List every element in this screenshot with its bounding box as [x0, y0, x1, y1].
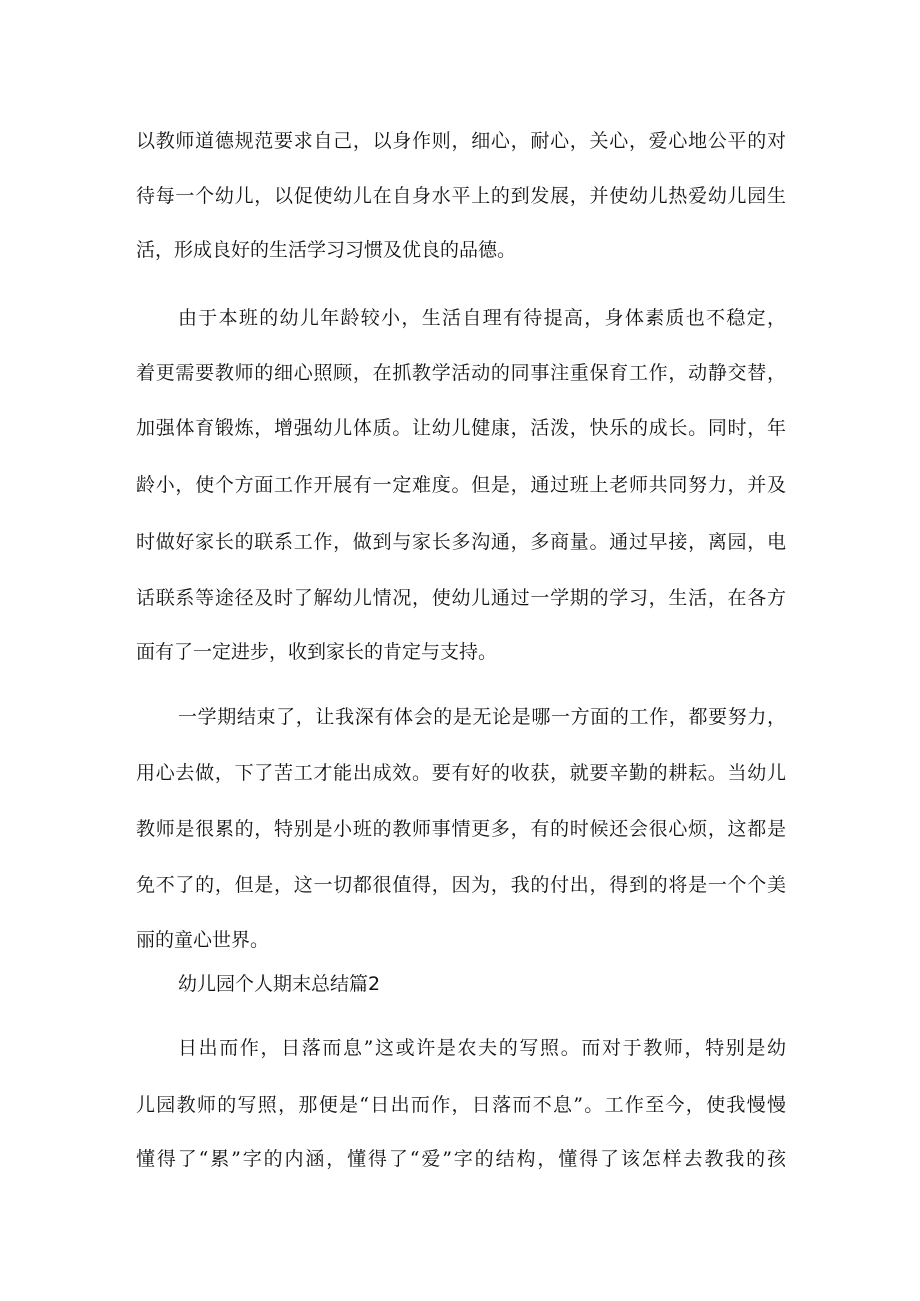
section-heading: 幼儿园个人期末总结篇2: [178, 973, 381, 995]
paragraph-2-line-2: 着更需要教师的细心照顾，在抓教学活动的同事注重保育工作，动静交替，: [136, 362, 786, 384]
paragraph-3-line-1: 一学期结束了，让我深有体会的是无论是哪一方面的工作，都要努力，: [178, 706, 786, 728]
paragraph-4-line-2: 儿园教师的写照，那便是“日出而作，日落而不息”。工作至今，使我慢慢: [136, 1094, 786, 1116]
paragraph-3-line-3: 教师是很累的，特别是小班的教师事情更多，有的时候还会很心烦，这都是: [136, 818, 786, 840]
paragraph-4-line-1: 日出而作，日落而息”这或许是农夫的写照。而对于教师，特别是幼: [178, 1037, 786, 1059]
paragraph-4-line-3: 懂得了“累”字的内涵，懂得了“爱”字的结构，懂得了该怎样去教我的孩: [136, 1148, 786, 1170]
paragraph-2-line-6: 话联系等途径及时了解幼儿情况，使幼儿通过一学期的学习，生活，在各方: [136, 587, 786, 609]
paragraph-1-line-3: 活，形成良好的生活学习习惯及优良的品德。: [136, 239, 517, 261]
paragraph-2-line-7: 面有了一定进步，收到家长的肯定与支持。: [136, 641, 498, 663]
paragraph-2-line-1: 由于本班的幼儿年龄较小，生活自理有待提高，身体素质也不稳定，: [178, 307, 786, 329]
paragraph-3-line-2: 用心去做，下了苦工才能出成效。要有好的收获，就要辛勤的耕耘。当幼儿: [136, 762, 786, 784]
paragraph-1-line-2: 待每一个幼儿，以促使幼儿在自身水平上的到发展，并使幼儿热爱幼儿园生: [136, 185, 786, 207]
paragraph-2-line-5: 时做好家长的联系工作，做到与家长多沟通，多商量。通过早接，离园，电: [136, 531, 786, 553]
paragraph-2-line-3: 加强体育锻炼，增强幼儿体质。让幼儿健康，活泼，快乐的成长。同时，年: [136, 417, 786, 439]
paragraph-1-line-1: 以教师道德规范要求自己，以身作则，细心，耐心，关心，爱心地公平的对: [136, 130, 786, 152]
paragraph-3-line-4: 免不了的，但是，这一切都很值得，因为，我的付出，得到的将是一个个美: [136, 874, 786, 896]
paragraph-2-line-4: 龄小，使个方面工作开展有一定难度。但是，通过班上老师共同努力，并及: [136, 474, 786, 496]
paragraph-3-line-5: 丽的童心世界。: [136, 929, 270, 951]
